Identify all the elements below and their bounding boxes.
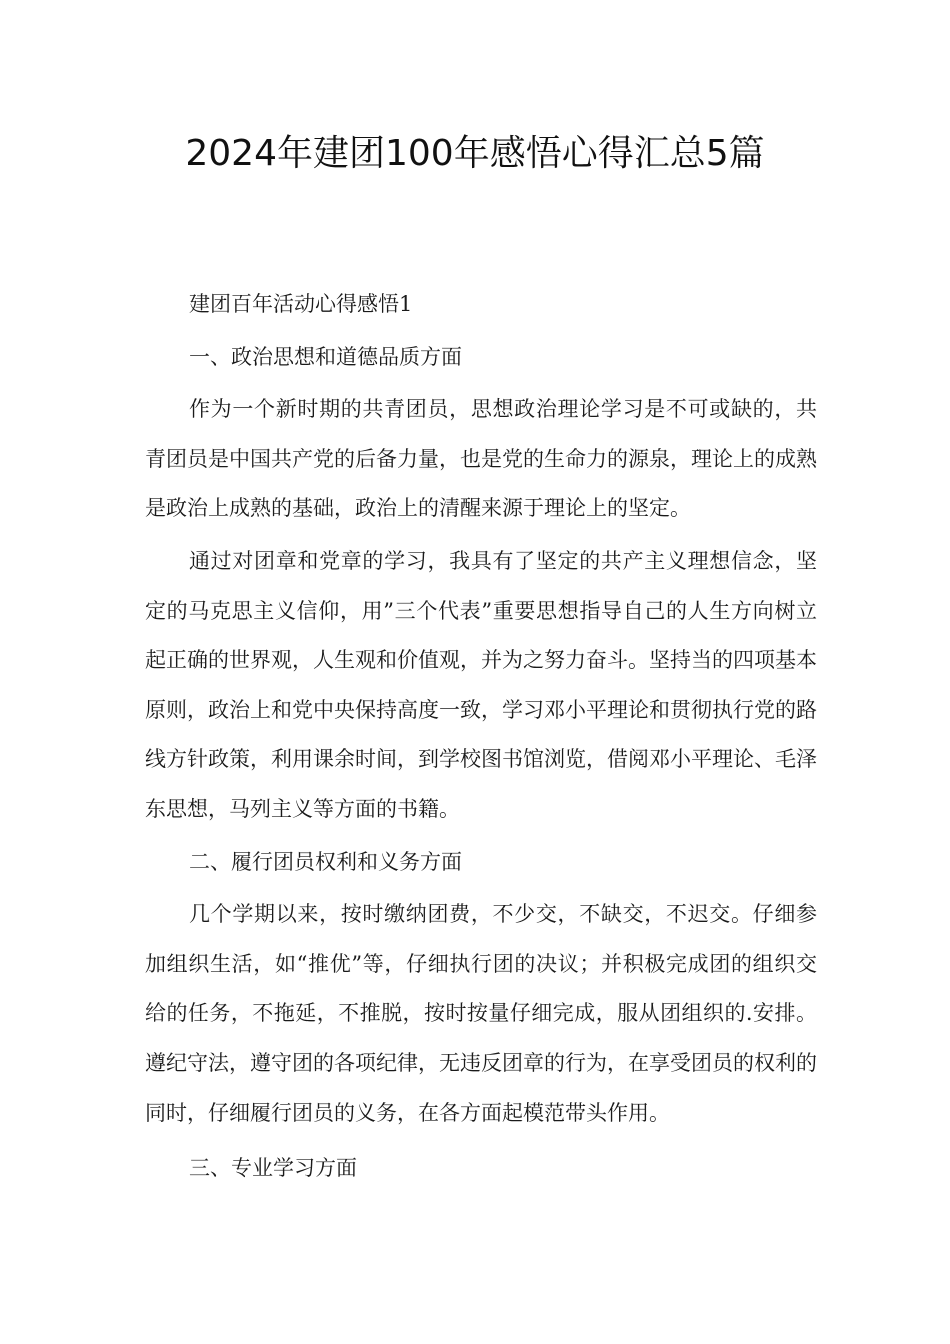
section-title: 建团百年活动心得感悟1 <box>189 292 413 316</box>
heading-professional-study: 三、专业学习方面 <box>189 1156 357 1181</box>
paragraph-member-duties: 几个学期以来，按时缴纳团费，不少交，不缺交，不迟交。仔细参加组织生活，如“推优”等，仔细执行团的决议；并积极完成团的组织交给的任务，不拖延，不推脱，按时按量仔细完成，服从团组织的.安排。遵纪守法，遵守团的各项纪律，无违反团章的行为，在享受团员的权利的同时，仔细履行团员的义务，在各方面起模范带头作用。 <box>145 902 817 1125</box>
document-body <box>145 280 817 1194</box>
document-title: 2024年建团100年感悟心得汇总5篇 <box>185 133 765 174</box>
heading-member-rights: 二、履行团员权利和义务方面 <box>189 849 462 874</box>
paragraph-party-constitution: 通过对团章和党章的学习，我具有了坚定的共产主义理想信念，坚定的马克思主义信仰，用”三个代表”重要思想指导自己的人生方向树立起正确的世界观，人生观和价值观，并为之努力奋斗。坚持当的四项基本原则，政治上和党中央保持高度一致，学习邓小平理论和贯彻执行党的路线方针政策，利用课余时间，到学校图书馆浏览，借阅邓小平理论、毛泽东思想，马列主义等方面的书籍。 <box>145 548 817 821</box>
paragraph-political-theory: 作为一个新时期的共青团员，思想政治理论学习是不可或缺的，共青团员是中国共产党的后备力量，也是党的生命力的源泉，理论上的成熟是政治上成熟的基础，政治上的清醒来源于理论上的坚定。 <box>145 397 817 521</box>
heading-political-thought: 一、政治思想和道德品质方面 <box>189 344 462 369</box>
